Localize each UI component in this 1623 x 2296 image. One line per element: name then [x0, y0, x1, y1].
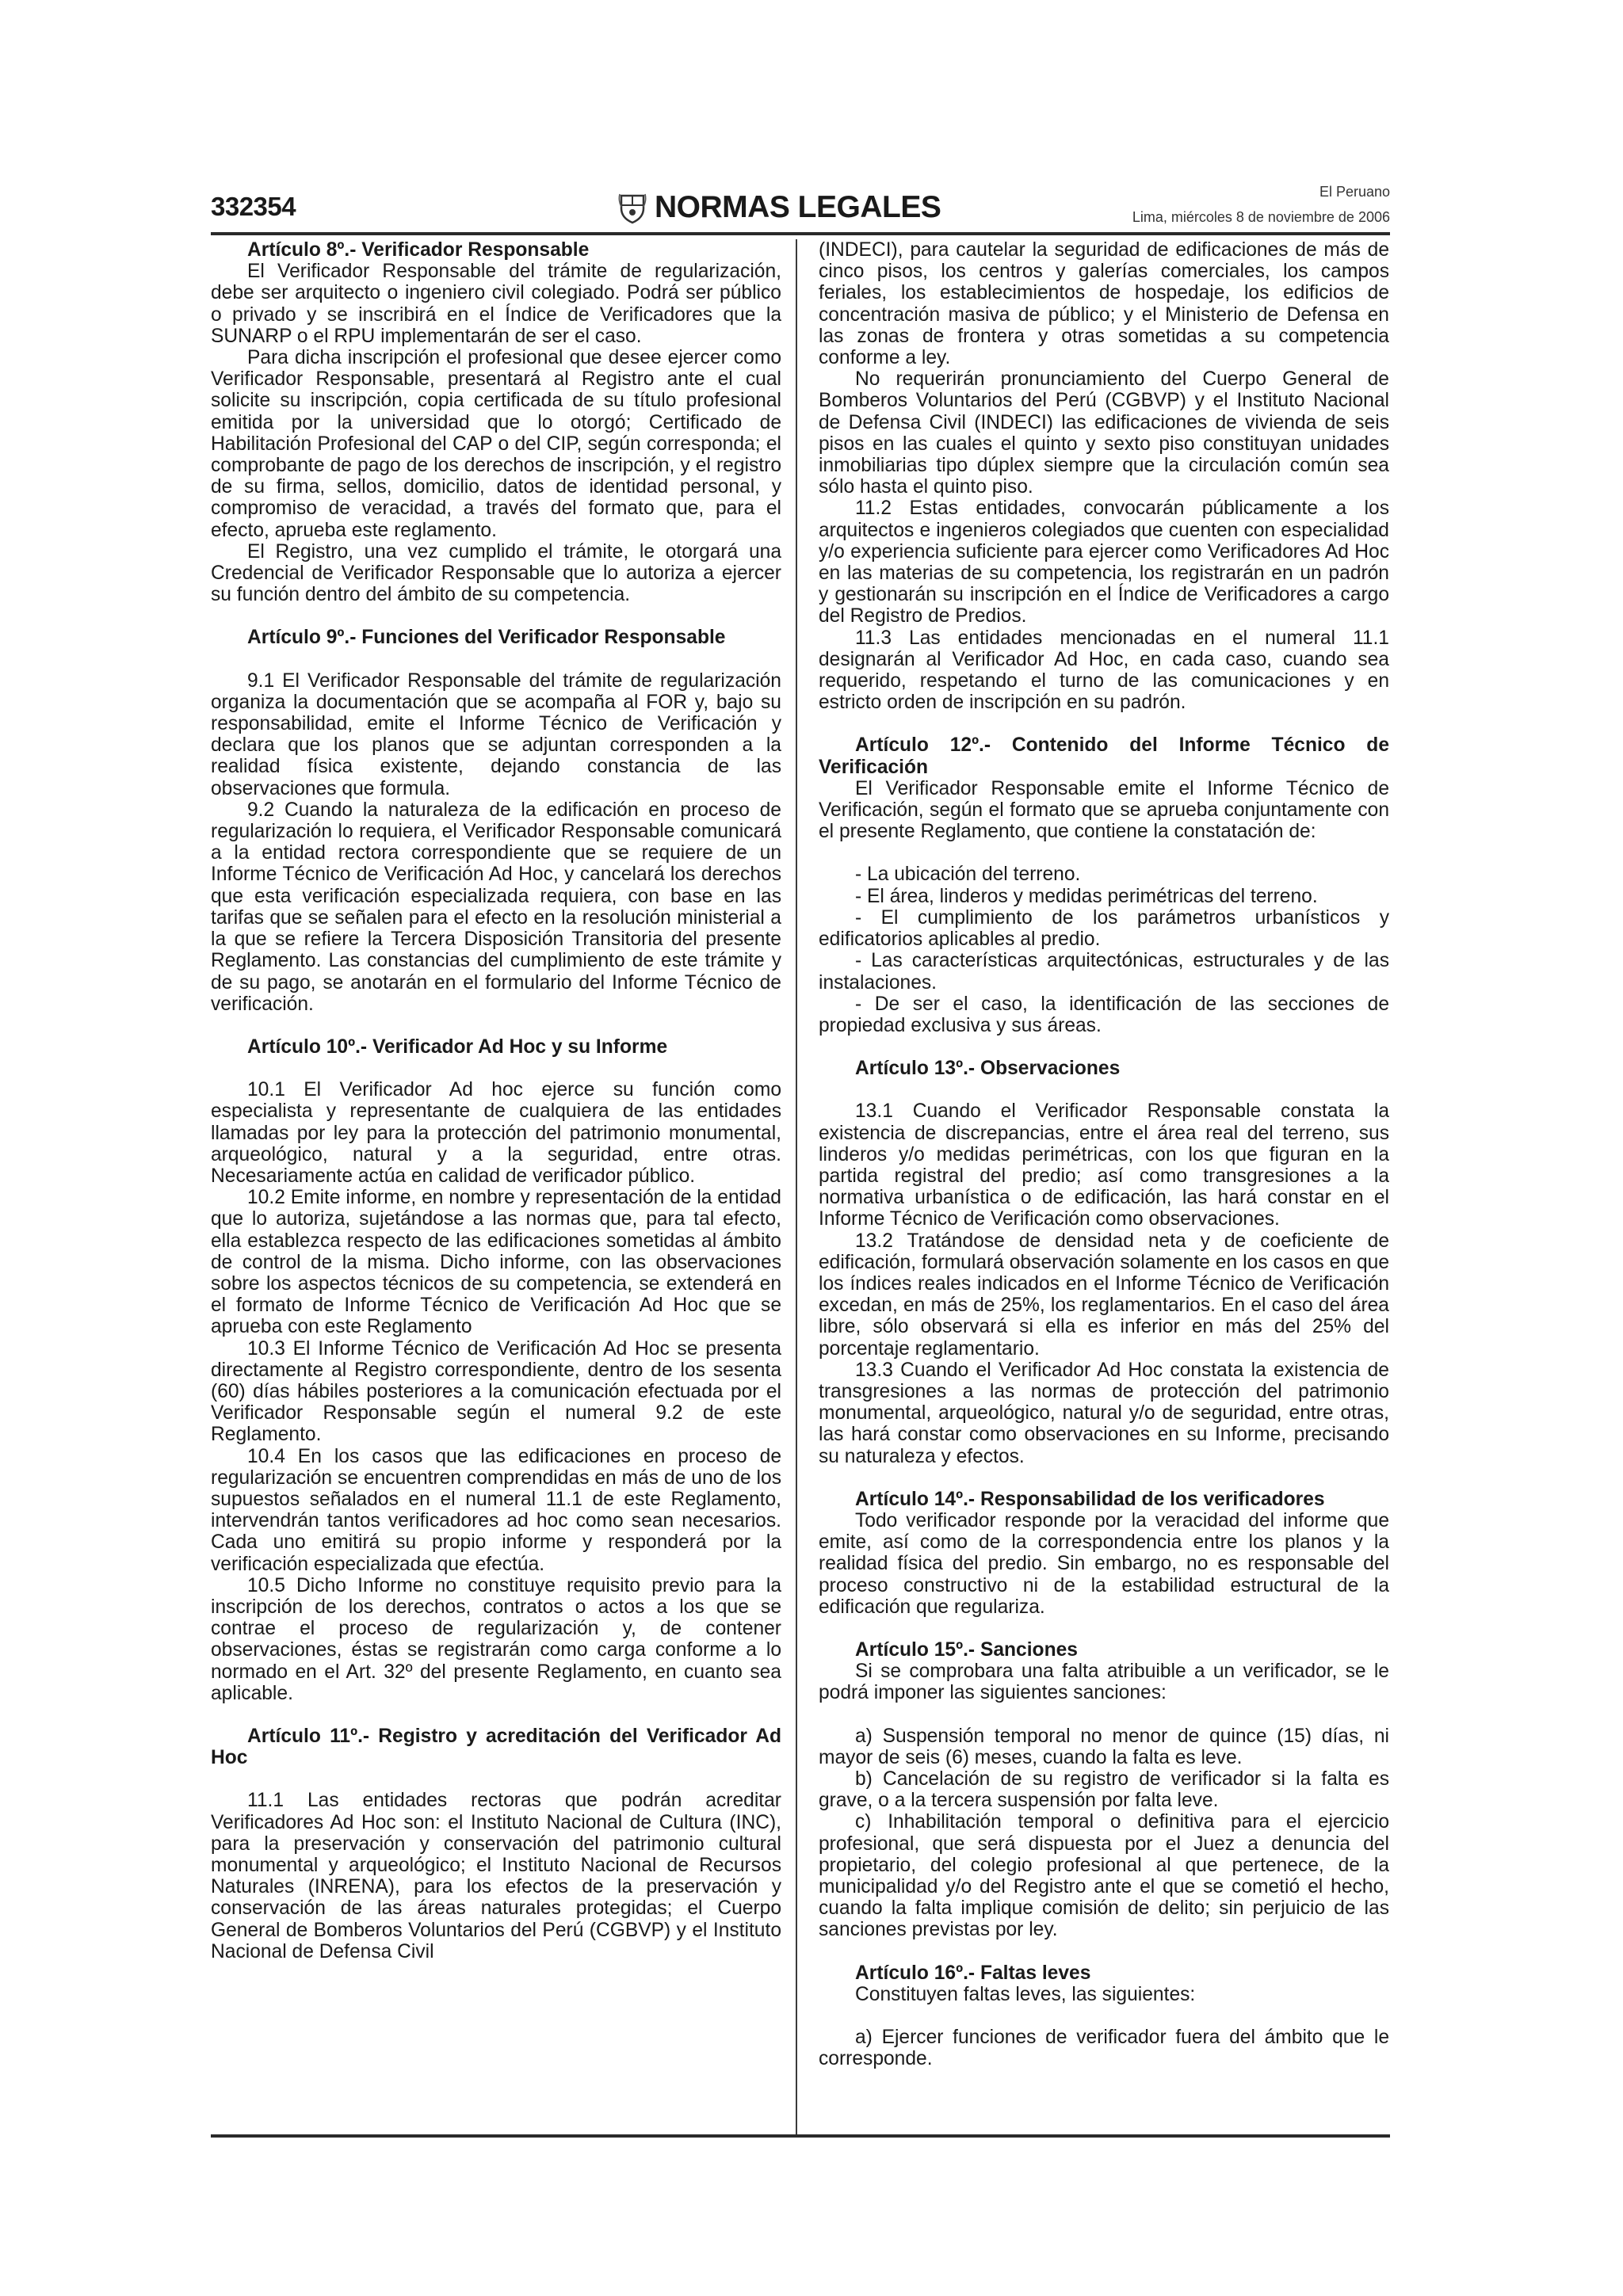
article-9-2: 9.2 Cuando la naturaleza de la edificación en proceso de regularización lo requiera, el Verificador Responsable comunicará a la entidad rectora correspondiente que se requiere de un Informe Técnico de Verificación Ad Hoc, y cancelará los derechos que esta verificación especializada requiera, con base en las tarifas que se señalen para el efecto en la resolución ministerial a la que se refiere la Tercera Disposición Transitoria del presente Reglamento. Las constancias del cumplimiento de este trámite y de su pago, se anotarán en el formulario del Informe Técnico de verificación. — [211, 799, 781, 1015]
article-13-1: 13.1 Cuando el Verificador Responsable constata la existencia de discrepancias, entre el área real del terreno, sus linderos y/o medidas perimétricas, con los que figuran en la partida registral del predio; así como transgresiones a la normativa urbanística o de edificación, las hará constar en el Informe Técnico de Verificación como observaciones. — [819, 1100, 1389, 1230]
article-12-item-4: - Las características arquitectónicas, estructurales y de las instalaciones. — [819, 950, 1389, 994]
publisher-name: El Peruano — [1319, 184, 1390, 200]
article-11-title: Artículo 11º.- Registro y acreditación del Verificador Ad Hoc — [211, 1726, 781, 1769]
article-12-item-1: - La ubicación del terreno. — [855, 864, 1081, 886]
article-16-title: Artículo 16º.- Faltas leves — [855, 1962, 1091, 1984]
article-8-paragraph-1: El Verificador Responsable del trámite de regularización, debe ser arquitecto o ingeniero civil colegiado. Podrá ser público o privado y se inscribirá en el Índice de Verificadores que la SUNARP o el RPU implementarán de ser el caso. — [211, 261, 781, 347]
article-14-paragraph-1: Todo verificador responde por la veracidad del informe que emite, así como de la correspondencia entre los planos y la realidad física del predio. Sin embargo, no es responsable del proceso constructivo ni de la estabilidad estructural de la edificación que regulariza. — [819, 1509, 1389, 1618]
column-divider — [796, 239, 797, 2134]
article-11-3: 11.3 Las entidades mencionadas en el numeral 11.1 designarán al Verificador Ad Hoc, en cada caso, cuando sea requerido, respetando el turno de las comunicaciones y en estricto orden de inscripción en su padrón. — [819, 627, 1389, 714]
right-column — [819, 239, 1389, 2122]
article-13-2: 13.2 Tratándose de densidad neta y de coeficiente de edificación, formulará observación solamente en los casos en que los índices reales indicados en el Informe Técnico de Verificación excedan, en más de 25%, los reglamentarios. En el caso del área libre, sólo observará si ella es inferior en más del 25% del porcentaje reglamentario. — [819, 1230, 1389, 1360]
masthead-title: NORMAS LEGALES — [655, 190, 941, 224]
article-8-paragraph-2: Para dicha inscripción el profesional que desee ejercer como Verificador Responsable, presentará al Registro ante el cual solicite su inscripción, copia certificada de su título profesional emitida por la universidad que lo otorgó; Certificado de Habilitación Profesional del CAP o del CIP, según corresponda; el comprobante de pago de los derechos de inscripción, y el registro de su firma, sellos, domicilio, datos de identidad personal, y compromiso de veracidad, a través del formato que, para el efecto, aprueba este reglamento. — [211, 347, 781, 541]
article-12-item-3: - El cumplimiento de los parámetros urbanísticos y edificatorios aplicables al predio. — [819, 906, 1389, 951]
article-10-4: 10.4 En los casos que las edificaciones en proceso de regularización se encuentren comprendidas en más de uno de los supuestos señalados en el numeral 11.1 de este Reglamento, intervendrán tantos verificadores ad hoc como sean necesarios. Cada uno emitirá su propio informe y responderá por la verificación especializada que efectúa. — [211, 1445, 781, 1575]
article-10-5: 10.5 Dicho Informe no constituye requisito previo para la inscripción de los derechos, contratos o actos a los que se contrae el proceso de regularización y, de contener observaciones, éstas se registrarán como carga conforme a lo normado en el Art. 32º del presente Reglamento, en cuanto sea aplicable. — [211, 1574, 781, 1704]
article-11-2: 11.2 Estas entidades, convocarán públicamente a los arquitectos e ingenieros colegiados que cuenten con especialidad y/o experiencia suficiente para ejercer como Verificadores Ad Hoc en las materias de su competencia, los registrarán en un padrón y gestionarán su inscripción en el Índice de Verificadores a cargo del Registro de Predios. — [819, 498, 1389, 627]
article-15-paragraph-1: Si se comprobara una falta atribuible a un verificador, se le podrá imponer las siguientes sanciones: — [819, 1661, 1389, 1704]
left-column — [211, 239, 781, 2122]
article-16-item-a: a) Ejercer funciones de verificador fuera del ámbito que le corresponde. — [819, 2027, 1389, 2070]
footer-rule — [211, 2134, 1390, 2138]
article-10-title: Artículo 10º.- Verificador Ad Hoc y su Informe — [247, 1035, 668, 1058]
article-13-title: Artículo 13º.- Observaciones — [855, 1058, 1121, 1080]
coat-of-arms-icon — [618, 191, 647, 224]
article-15-sanction-c: c) Inhabilitación temporal o definitiva para el ejercicio profesional, que será dispuesta por el Juez a denuncia del propietario, del colegio profesional al que pertenece, de la municipalidad y/o del Registro ante el que se cometió el hecho, cuando la falta implique comisión de delito; sin perjuicio de las sanciones previstas por ley. — [819, 1811, 1389, 1941]
article-13-3: 13.3 Cuando el Verificador Ad Hoc constata la existencia de transgresiones a las normas de protección del patrimonio monumental, arqueológico, natural y/o de seguridad, entre otras, las hará constar como observaciones en su Informe, precisando su naturaleza y efectos. — [819, 1359, 1389, 1467]
article-15-sanction-b: b) Cancelación de su registro de verificador si la falta es grave, o a la tercera suspensión por falta leve. — [819, 1768, 1389, 1812]
article-12-paragraph-1: El Verificador Responsable emite el Informe Técnico de Verificación, según el formato que se aprueba conjuntamente con el presente Reglamento, que contiene la constatación de: — [819, 777, 1389, 843]
article-10-1: 10.1 El Verificador Ad hoc ejerce su función como especialista y representante de cualquiera de las entidades llamadas por ley para la protección del patrimonio monumental, arqueológico, natural y a la seguridad, entre otras. Necesariamente actúa en calidad de verificador público. — [211, 1079, 781, 1187]
article-16-paragraph-1: Constituyen faltas leves, las siguientes: — [855, 1983, 1196, 2005]
header-rule — [211, 232, 1390, 235]
article-9-title: Artículo 9º.- Funciones del Verificador Responsable — [247, 627, 726, 649]
article-10-3: 10.3 El Informe Técnico de Verificación Ad Hoc se presenta directamente al Registro correspondiente, dentro de los sesenta (60) días hábiles posteriores a la comunicación efectuada por el Verificador Responsable según el numeral 9.2 de este Reglamento. — [211, 1337, 781, 1446]
article-12-title: Artículo 12º.- Contenido del Informe Técnico de Verificación — [819, 734, 1389, 778]
article-8-title: Artículo 8º.- Verificador Responsable — [247, 239, 590, 261]
article-14-title: Artículo 14º.- Responsabilidad de los verificadores — [855, 1488, 1325, 1510]
article-12-item-2: - El área, linderos y medidas perimétricas del terreno. — [855, 885, 1318, 907]
article-15-title: Artículo 15º.- Sanciones — [855, 1638, 1078, 1661]
article-9-1: 9.1 El Verificador Responsable del trámite de regularización organiza la documentación que se acompaña al FOR y, bajo su responsabilidad, emite el Informe Técnico de Verificación y declara que los planos que se adjuntan corresponden a la realidad física existente, dejando constancia de las observaciones que formula. — [211, 669, 781, 799]
page-header — [211, 181, 1390, 230]
article-11-paragraph-2: No requerirán pronunciamiento del Cuerpo General de Bomberos Voluntarios del Perú (CGBVP) y el Instituto Nacional de Defensa Civil (INDECI) las edificaciones de vivienda de seis pisos en las cuales el quinto y sexto piso constituyan unidades inmobiliarias tipo dúplex siempre que la circulación común sea sólo hasta el quinto piso. — [819, 368, 1389, 498]
article-12-item-5: - De ser el caso, la identificación de las secciones de propiedad exclusiva y sus áreas. — [819, 993, 1389, 1036]
article-8-paragraph-3: El Registro, una vez cumplido el trámite, le otorgará una Credencial de Verificador Responsable que lo autoriza a ejercer su función dentro del ámbito de su competencia. — [211, 540, 781, 606]
page-number: 332354 — [211, 192, 296, 221]
masthead — [618, 190, 941, 225]
article-11-1: 11.1 Las entidades rectoras que podrán acreditar Verificadores Ad Hoc son: el Instituto Nacional de Cultura (INC), para la preservación y conservación del patrimonio cultural monumental y arqueológico; el Instituto Nacional de Recursos Naturales (INRENA), para los efectos de la preservación y conservación de las áreas naturales protegidas; el Cuerpo General de Bomberos Voluntarios del Perú (CGBVP) y el Instituto Nacional de Defensa Civil — [211, 1790, 781, 1962]
article-15-sanction-a: a) Suspensión temporal no menor de quince (15) días, ni mayor de seis (6) meses, cuando la falta es leve. — [819, 1725, 1389, 1768]
article-10-2: 10.2 Emite informe, en nombre y representación de la entidad que lo autoriza, sujetándose a las normas que, para tal efecto, ella establezca respecto de las edificaciones sometidas al ámbito de control de la misma. Dicho informe, con las observaciones sobre los aspectos técnicos de su competencia, se extenderá en el formato de Informe Técnico de Verificación Ad Hoc que se aprueba con este Reglamento — [211, 1187, 781, 1338]
article-11-1-continued: (INDECI), para cautelar la seguridad de edificaciones de más de cinco pisos, los centros y galerías comerciales, los campos feriales, los establecimientos de hospedaje, los edificios de concentración masiva de público; y el Ministerio de Defensa en las zonas de frontera y otras sometidas a su competencia conforme a ley. — [819, 239, 1389, 369]
issue-date: Lima, miércoles 8 de noviembre de 2006 — [1132, 209, 1390, 225]
